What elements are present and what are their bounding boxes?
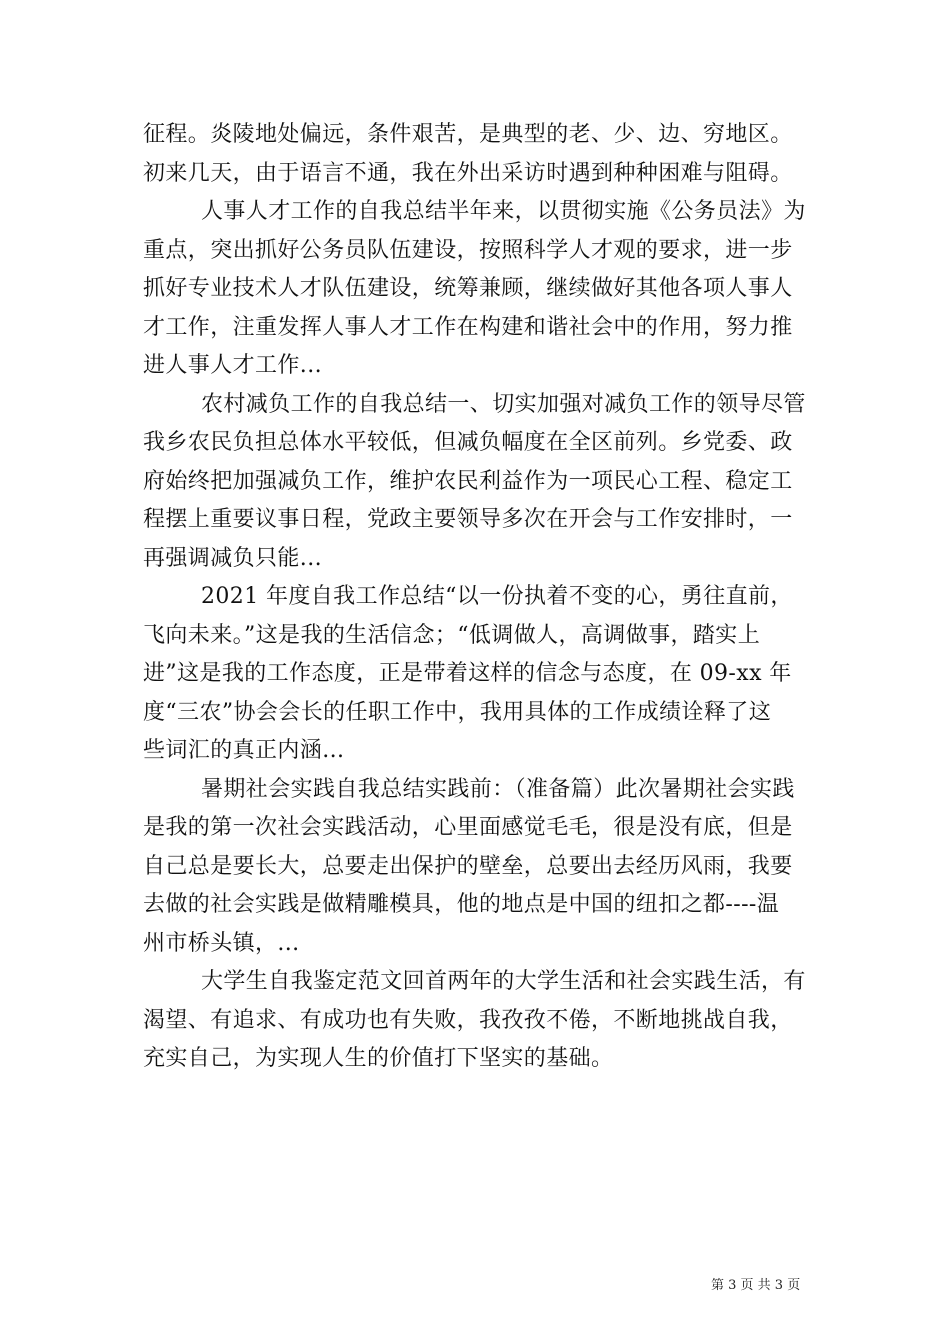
- document-body: [143, 116, 811, 1079]
- text-line: 去做的社会实践是做精雕模具，他的地点是中国的纽扣之都----温: [143, 892, 780, 917]
- text-line: 充实自己，为实现人生的价值打下坚实的基础。: [143, 1046, 614, 1071]
- text-line: 些词汇的真正内涵...: [143, 738, 345, 763]
- paragraph: [143, 771, 811, 964]
- text-line: 程摆上重要议事日程，党政主要领导多次在开会与工作安排时，一: [143, 507, 793, 532]
- text-line: 再强调减负只能...: [143, 545, 322, 571]
- text-line: 抓好专业技术人才队伍建设，统筹兼顾，继续做好其他各项人事人: [143, 276, 793, 301]
- text-line: 是我的第一次社会实践活动，心里面感觉毛毛，很是没有底，但是: [143, 815, 793, 840]
- paragraph: [143, 116, 811, 193]
- paragraph: [143, 963, 811, 1079]
- text-line: 初来几天，由于语言不通，我在外出采访时遇到种种困难与阻碍。: [143, 160, 793, 186]
- text-line: 农村减负工作的自我总结一、切实加强对减负工作的领导尽管: [201, 391, 806, 417]
- text-line: 度“三农”协会会长的任职工作中，我用具体的工作成绩诠释了这: [143, 699, 772, 725]
- text-line: 府始终把加强减负工作，维护农民利益作为一项民心工程、稳定工: [143, 468, 793, 494]
- text-line: 自己总是要长大，总要走出保护的壁垒，总要出去经历风雨，我要: [143, 853, 793, 879]
- text-line: 进”这是我的工作态度，正是带着这样的信念与态度，在 09-xx 年: [143, 661, 792, 686]
- text-line: 重点，突出抓好公务员队伍建设，按照科学人才观的要求，进一步: [143, 237, 793, 263]
- text-line: 才工作，注重发挥人事人才工作在构建和谐社会中的作用，努力推: [143, 314, 793, 340]
- paragraph: [143, 386, 811, 579]
- page-number-footer: 第 3 页 共 3 页: [711, 1278, 801, 1293]
- text-line: 我乡农民负担总体水平较低，但减负幅度在全区前列。乡党委、政: [143, 430, 793, 455]
- paragraph: [143, 578, 811, 771]
- text-line: 州市桥头镇，...: [143, 930, 300, 956]
- text-line: 2021 年度自我工作总结“以一份执着不变的心，勇往直前，: [201, 584, 793, 609]
- text-line: 渴望、有追求、有成功也有失败，我孜孜不倦，不断地挑战自我，: [143, 1007, 793, 1033]
- text-line: 征程。炎陵地处偏远，条件艰苦，是典型的老、少、边、穷地区。: [143, 122, 793, 147]
- text-line: 飞向未来。”这是我的生活信念；“低调做人，高调做事，踏实上: [143, 622, 761, 648]
- text-line: 人事人才工作的自我总结半年来，以贯彻实施《公务员法》为: [201, 199, 806, 224]
- text-line: 大学生自我鉴定范文回首两年的大学生活和社会实践生活，有: [201, 969, 806, 994]
- text-line: 暑期社会实践自我总结实践前：（准备篇）此次暑期社会实践: [201, 776, 795, 802]
- paragraph: [143, 193, 811, 386]
- text-line: 进人事人才工作...: [143, 353, 322, 378]
